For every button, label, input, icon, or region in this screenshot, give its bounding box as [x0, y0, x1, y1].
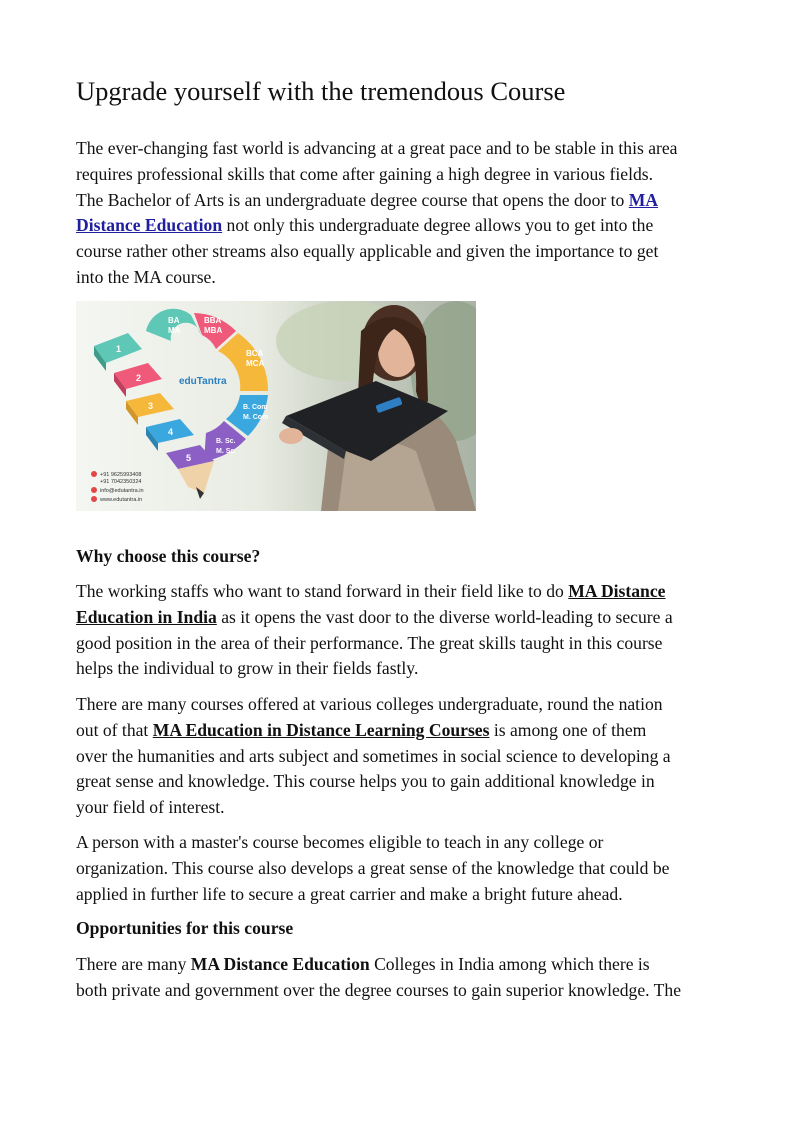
contact-phone-1: +91 9625993408 — [100, 472, 142, 478]
intro-line-6: into the MA course. — [76, 266, 216, 287]
step-number-5: 5 — [186, 453, 192, 463]
why-p2-line-3: over the humanities and arts subject and sometimes in social science to developing a — [76, 745, 671, 766]
why-paragraph-2 — [76, 692, 726, 821]
step-label-msc: M. Sc. — [216, 448, 237, 455]
why-paragraph-3 — [76, 830, 726, 907]
step-label-bcom: B. Com — [243, 404, 268, 411]
intro-line-5: course rather other streams also equally applicable and given the importance to get — [76, 241, 659, 262]
why-p1-line-3: good position in the area of their performance. The great skills taught in this course — [76, 632, 663, 653]
intro-line-3: The Bachelor of Arts is an undergraduate degree course that opens the door to MA — [76, 189, 659, 210]
woman-hand — [279, 428, 303, 444]
ma-distance-education-india-link-cont[interactable]: Education in India — [76, 606, 217, 627]
why-p2-line-5: your field of interest. — [76, 797, 225, 818]
ma-distance-education-bold: MA Distance Education — [190, 954, 370, 974]
why-p3-line-1: A person with a master's course becomes eligible to teach in any college or — [76, 832, 604, 852]
intro-line-4: Distance Education not only this undergraduate degree allows you to get into the — [76, 215, 654, 236]
step-label-bca: BCA — [246, 349, 264, 358]
opp-line-1: There are many MA Distance Education Colleges in India among which there is — [76, 954, 650, 974]
why-p1-line-4: helps the individual to grow in their fields fastly. — [76, 658, 419, 679]
step-label-ba: BA — [168, 316, 180, 325]
step-number-1: 1 — [116, 344, 122, 354]
globe-icon — [91, 496, 97, 502]
step-number-2: 2 — [136, 373, 142, 383]
why-p3-line-3: applied in further life to secure a great carrier and make a bright future ahead. — [76, 883, 623, 904]
step-label-mba: MBA — [204, 326, 223, 335]
why-p2-line-2: out of that MA Education in Distance Learning Courses is among one of them — [76, 719, 647, 740]
why-p1-line-2: Education in India as it opens the vast door to the diverse world-leading to secure a — [76, 606, 673, 627]
intro-line-2: requires professional skills that come after gaining a high degree in various fields. — [76, 163, 654, 184]
promo-graphic — [76, 301, 476, 511]
intro-line-1: The ever-changing fast world is advancing at a great pace and to be stable in this area — [76, 138, 678, 158]
why-p3-line-2: organization. This course also develops a great sense of the knowledge that could be — [76, 857, 670, 878]
page-title: Upgrade yourself with the tremendous Course — [76, 76, 566, 106]
why-p2-line-1: There are many courses offered at various colleges undergraduate, round the nation — [76, 694, 663, 714]
step-label-mca: MCA — [246, 359, 265, 368]
why-p1-line-1: The working staffs who want to stand forward in their field like to do MA Distance — [76, 581, 666, 601]
step-label-ma: MA — [168, 326, 181, 335]
step-label-mcom: M. Com — [243, 414, 269, 421]
step-label-bsc: B. Sc. — [216, 438, 236, 445]
opp-line-2: both private and government over the degree courses to gain superior knowledge. The — [76, 979, 681, 1000]
why-paragraph-1 — [76, 579, 726, 682]
ma-education-distance-learning-link[interactable]: MA Education in Distance Learning Courses — [152, 719, 490, 740]
step-label-bba: BBA — [204, 316, 222, 325]
ma-distance-education-link-cont[interactable]: Distance Education — [76, 215, 223, 236]
edutantra-logo: eduTantra — [179, 376, 227, 387]
contact-phone-2: +91 7042350324 — [100, 479, 142, 485]
phone-icon — [91, 471, 97, 477]
why-p2-line-4: great sense and knowledge. This course helps you to gain additional knowledge in — [76, 771, 655, 792]
email-icon — [91, 487, 97, 493]
course-promo-image — [76, 301, 476, 511]
step-number-4: 4 — [168, 427, 174, 437]
intro-paragraph — [76, 136, 726, 291]
ma-distance-education-link[interactable]: MA — [628, 189, 659, 210]
contact-email: info@edutantra.in — [100, 488, 144, 494]
opportunities-heading: Opportunities for this course — [76, 918, 294, 938]
ma-distance-education-india-link[interactable]: MA Distance — [568, 581, 666, 601]
step-number-3: 3 — [148, 401, 154, 411]
why-heading: Why choose this course? — [76, 546, 261, 566]
opportunities-paragraph — [76, 952, 726, 1004]
contact-website: www.edutantra.in — [100, 497, 143, 503]
